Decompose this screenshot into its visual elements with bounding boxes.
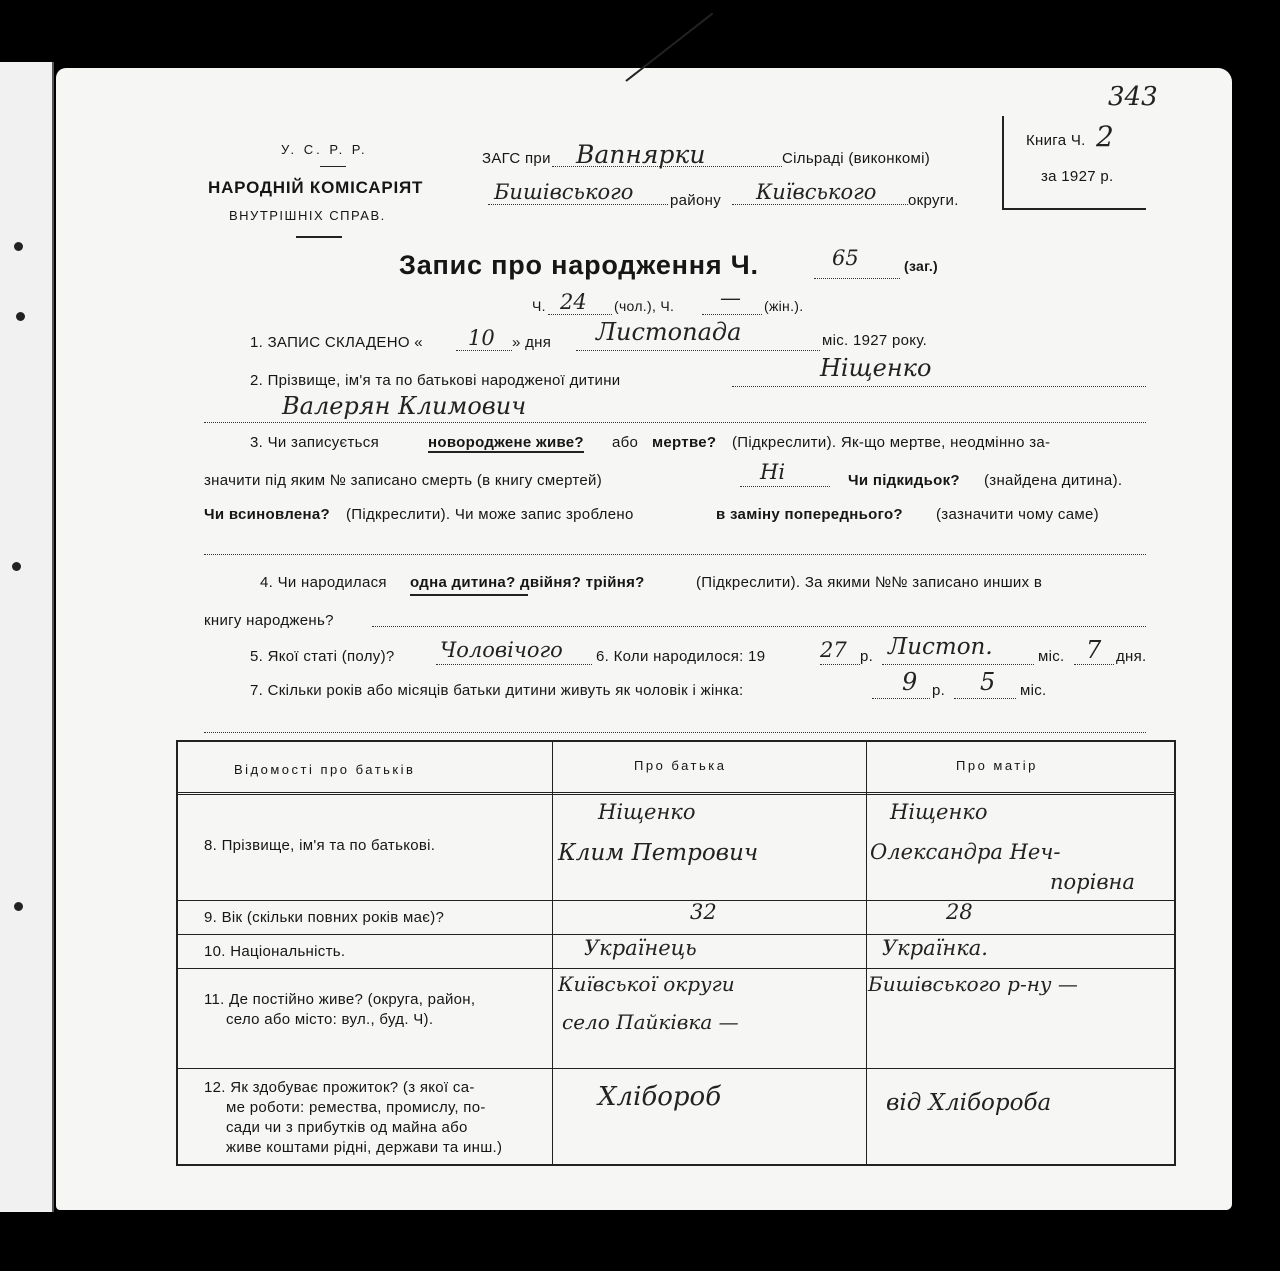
row-label-line: ме роботи: ремества, промислу, по- <box>226 1099 486 1116</box>
okruga-name: Київського <box>756 180 877 204</box>
pen-stroke <box>625 12 713 81</box>
birth-month: Листоп. <box>888 634 993 660</box>
item6-text: дня. <box>1116 648 1147 665</box>
item4-options: одна дитина? двійня? трійня? <box>410 574 645 591</box>
mother-patronymic: порівна <box>1050 870 1135 894</box>
row-label-line: сади чи з прибутків од майна або <box>226 1119 468 1136</box>
male-suffix: (чол.), Ч. <box>614 298 675 314</box>
fill-line <box>372 626 1146 627</box>
underline-one-child <box>410 594 528 596</box>
row-label-line: 10. Національність. <box>204 943 346 960</box>
left-page-edge <box>0 62 54 1212</box>
binding-hole <box>12 562 21 571</box>
district-label: району <box>670 192 721 209</box>
fill-line <box>488 204 668 205</box>
district-name: Бишівського <box>494 180 634 204</box>
row-label <box>204 990 475 1030</box>
row-divider <box>178 934 1174 935</box>
general-suffix: (заг.) <box>904 258 939 274</box>
item1-prefix: 1. ЗАПИС СКЛАДЕНО « <box>250 334 423 351</box>
fill-line <box>954 698 1016 699</box>
item3-dead-option: мертве? <box>652 434 717 451</box>
column-header-mother: Про матір <box>956 758 1038 773</box>
item5-label: 5. Якої статі (полу)? <box>250 648 395 665</box>
marriage-years: 9 <box>902 668 918 696</box>
female-number: — <box>720 286 741 310</box>
item6-label: 6. Коли народилося: 19 <box>596 648 766 665</box>
male-prefix: Ч. <box>532 298 546 314</box>
book-label: Книга Ч. <box>1026 132 1086 149</box>
item3-text: або <box>612 434 639 451</box>
fill-line <box>436 664 592 665</box>
fill-line <box>576 350 820 351</box>
fill-line <box>548 314 612 315</box>
general-number: 65 <box>832 246 859 270</box>
death-record-number: Ні <box>760 460 786 484</box>
binding-hole <box>16 312 25 321</box>
item1-day: 10 <box>468 326 495 350</box>
father-surname: Ніщенко <box>598 800 696 824</box>
parents-table <box>176 740 1176 1166</box>
fill-line <box>204 422 1146 423</box>
book-number: 2 <box>1096 120 1114 153</box>
fill-line <box>882 664 1034 665</box>
mother-surname: Ніщенко <box>890 800 988 824</box>
item7-label: 7. Скільки років або місяців батьки дитини живуть як чоловік і жінка: <box>250 682 744 699</box>
fill-line <box>732 204 908 205</box>
item3-text: (Підкреслити). Чи може запис зроблено <box>346 506 634 523</box>
row-label <box>204 1078 502 1158</box>
mother-age: 28 <box>946 900 973 924</box>
father-nationality: Українець <box>584 936 697 960</box>
row-label <box>204 942 345 962</box>
okruga-label: округи. <box>908 192 959 209</box>
item6-text: р. <box>860 648 874 665</box>
state-abbreviation: У. С. Р. Р. <box>281 142 368 157</box>
residence-okruga: Київської округи <box>558 972 735 996</box>
fill-line <box>820 664 860 665</box>
row-label-line: живе коштами рідні, держави та инш.) <box>226 1139 503 1156</box>
birth-day: 7 <box>1086 636 1102 664</box>
corner-number: 343 <box>1108 82 1158 112</box>
row-label <box>204 908 444 928</box>
row-label-line: 8. Прізвище, ім'я та по батькові. <box>204 837 436 854</box>
item3-text: (знайдена дитина). <box>984 472 1123 489</box>
column-header-parents: Відомості про батьків <box>234 762 416 777</box>
birth-year: 27 <box>820 638 847 662</box>
zags-village: Вапнярки <box>576 140 706 169</box>
child-surname: Ніщенко <box>820 354 932 382</box>
book-year: за 1927 р. <box>1041 168 1114 185</box>
item3-adopted: Чи всиновлена? <box>204 506 331 523</box>
birth-record-form <box>56 68 1232 1210</box>
child-sex: Чоловічого <box>440 638 563 662</box>
row-divider <box>178 900 1174 901</box>
fill-line <box>740 486 830 487</box>
residence-village: село Пайківка — <box>562 1010 739 1034</box>
marriage-months: 5 <box>980 668 996 696</box>
fill-line <box>702 314 762 315</box>
header-divider <box>178 792 1174 795</box>
item3-text: 3. Чи записується <box>250 434 380 451</box>
fill-line <box>456 350 512 351</box>
row-label <box>204 836 435 856</box>
book-box <box>1002 116 1146 210</box>
item1-suffix: міс. 1927 року. <box>822 332 928 349</box>
row-label-line: 9. Вік (скільки повних років має)? <box>204 909 445 926</box>
item3-replacement: в заміну попереднього? <box>716 506 903 523</box>
item2-label: 2. Прізвище, ім'я та по батькові народженої дитини <box>250 372 621 389</box>
item6-text: міс. <box>1038 648 1065 665</box>
fill-line <box>732 386 1146 387</box>
item4-text: (Підкреслити). За якими №№ записано инших в <box>696 574 1043 591</box>
binding-hole <box>14 242 23 251</box>
item4-text: книгу народжень? <box>204 612 334 629</box>
row-label-line: 12. Як здобуває прожиток? (з якої са- <box>204 1079 475 1096</box>
father-occupation: Хлібороб <box>598 1082 722 1112</box>
item3-text: (зазначити чому саме) <box>936 506 1099 523</box>
column-divider <box>866 742 867 1164</box>
item7-text: р. <box>932 682 946 699</box>
row-divider <box>178 1068 1174 1069</box>
column-divider <box>552 742 553 1164</box>
female-suffix: (жін.). <box>764 298 804 314</box>
row-label-line: село або місто: вул., буд. Ч). <box>226 1011 434 1028</box>
item3-foundling: Чи підкидьок? <box>848 472 960 489</box>
fill-line <box>204 732 1146 733</box>
record-title: Запис про народження Ч. <box>399 250 759 280</box>
commissariat-title: НАРОДНІЙ КОМІСАРІЯТ <box>208 178 424 197</box>
column-header-father: Про батька <box>634 758 727 773</box>
divider <box>320 166 346 167</box>
zags-suffix: Сільраді (виконкомі) <box>782 150 931 167</box>
commissariat-subtitle: ВНУТРІШНІХ СПРАВ. <box>229 208 386 223</box>
item1-mid: » дня <box>512 334 552 351</box>
row-label-line: 11. Де постійно живе? (округа, район, <box>204 991 476 1008</box>
residence-district: Бишівського р-ну — <box>868 972 1078 996</box>
father-name: Клим Петрович <box>558 840 759 866</box>
item1-month: Листопада <box>596 318 742 346</box>
mother-name: Олександра Неч- <box>870 840 1061 864</box>
item7-text: міс. <box>1020 682 1047 699</box>
child-name: Валерян Климович <box>282 392 527 420</box>
binding-hole <box>14 902 23 911</box>
row-divider <box>178 968 1174 969</box>
item4-text: 4. Чи народилася <box>260 574 387 591</box>
item3-alive-option: новороджене живе? <box>428 434 584 451</box>
fill-line <box>814 278 900 279</box>
mother-occupation: від Хлібороба <box>886 1090 1052 1116</box>
male-number: 24 <box>560 290 587 314</box>
fill-line <box>1074 664 1114 665</box>
item3-text: (Підкреслити). Як-що мертве, неодмінно за- <box>732 434 1051 451</box>
mother-nationality: Українка. <box>882 936 988 960</box>
fill-line <box>872 698 930 699</box>
divider <box>296 236 342 238</box>
father-age: 32 <box>690 900 717 924</box>
fill-line <box>204 554 1146 555</box>
item3-text: значити під яким № записано смерть (в книгу смертей) <box>204 472 603 489</box>
zags-prefix: ЗАГС при <box>482 150 551 167</box>
